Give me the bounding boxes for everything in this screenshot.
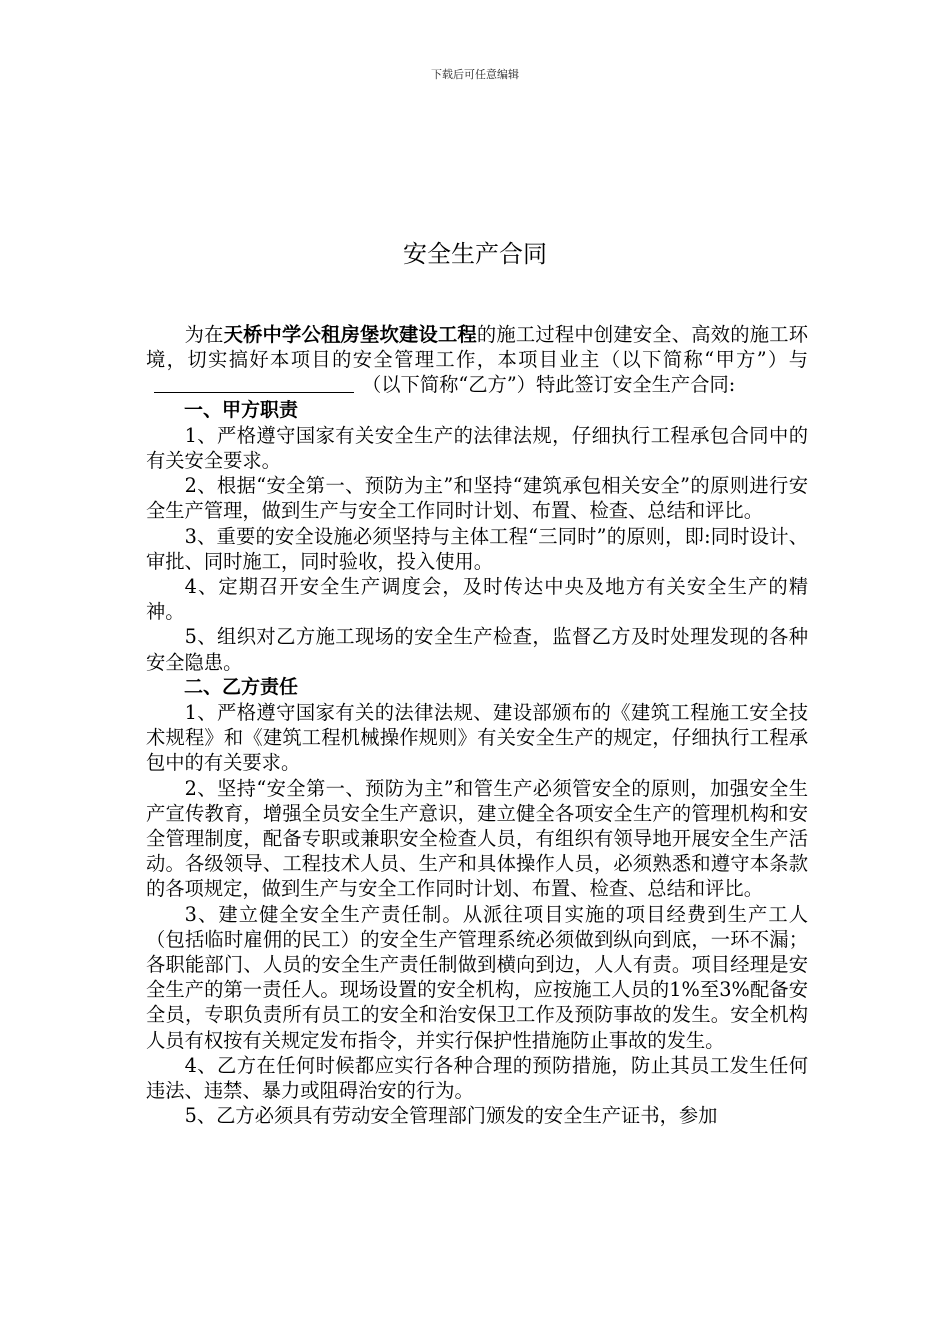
party-a-item-2: 2、根据“安全第一、预防为主”和坚持“建筑承包相关安全”的原则进行安全生产管理，做到生产与安全工作同时计划、布置、检查、总结和评比。 <box>146 474 808 523</box>
intro-suffix: （以下简称“乙方”）特此签订安全生产合同: <box>362 373 736 397</box>
section-heading-party-a: 一、甲方职责 <box>184 398 299 421</box>
intro-paragraph <box>146 322 808 398</box>
intro-middle: 的施工过程中创建安全、高效的施工环境，切实搞好本项目的安全管理工作，本项目业主（以下简称“甲方”）与 <box>146 323 809 372</box>
project-name: 天桥中学公租房堡坎建设工程 <box>223 323 477 346</box>
party-a-item-3: 3、重要的安全设施必须坚持与主体工程“三同时”的原则，即:同时设计、审批、同时施工，同时验收，投入使用。 <box>146 524 808 573</box>
document-title: 安全生产合同 <box>403 240 547 268</box>
party-b-item-1: 1、严格遵守国家有关的法律法规、建设部颁布的《建筑工程施工安全技术规程》和《建筑工程机械操作规则》有关安全生产的规定，仔细执行工程承包中的有关要求。 <box>146 701 808 775</box>
party-a-item-1: 1、严格遵守国家有关安全生产的法律法规，仔细执行工程承包合同中的有关安全要求。 <box>146 423 808 473</box>
section-heading-party-b: 二、乙方责任 <box>184 675 299 698</box>
party-b-item-5: 5、乙方必须具有劳动安全管理部门颁发的安全生产证书，参加 <box>184 1104 718 1128</box>
party-b-item-2: 2、坚持“安全第一、预防为主”和管生产必须管安全的原则，加强安全生产宣传教育，增强全员安全生产意识，建立健全各项安全生产的管理机构和安全管理制度，配备专职或兼职安全检查人员，有组织有领导地开展安全生产活动。各级领导、工程技术人员、生产和具体操作人员，必须熟悉和遵守本条款的各项规定，做到生产与安全工作同时计划、布置、检查、总结和评比。 <box>146 776 808 901</box>
page-header-note: 下载后可任意编辑 <box>431 68 519 81</box>
party-a-item-4: 4、定期召开安全生产调度会，及时传达中央及地方有关安全生产的精神。 <box>146 575 808 624</box>
contract-body <box>146 322 808 1129</box>
party-a-item-5: 5、组织对乙方施工现场的安全生产检查，监督乙方及时处理发现的各种安全隐患。 <box>146 625 808 674</box>
party-b-blank-field[interactable] <box>154 374 354 393</box>
party-b-item-3: 3、建立健全安全生产责任制。从派往项目实施的项目经费到生产工人（包括临时雇佣的民工）的安全生产管理系统必须做到纵向到底，一环不漏；各职能部门、人员的安全生产责任制做到横向到边，人人有责。项目经理是安全生产的第一责任人。现场设置的安全机构，应按施工人员的1%至3%配备安全员，专职负责所有员工的安全和治安保卫工作及预防事故的发生。安全机构人员有权按有关规定发布指令，并实行保护性措施防止事故的发生。 <box>146 902 808 1052</box>
party-b-item-4: 4、乙方在任何时候都应实行各种合理的预防措施，防止其员工发生任何违法、违禁、暴力或阻碍治安的行为。 <box>146 1053 808 1103</box>
intro-prefix: 为在 <box>184 323 224 346</box>
